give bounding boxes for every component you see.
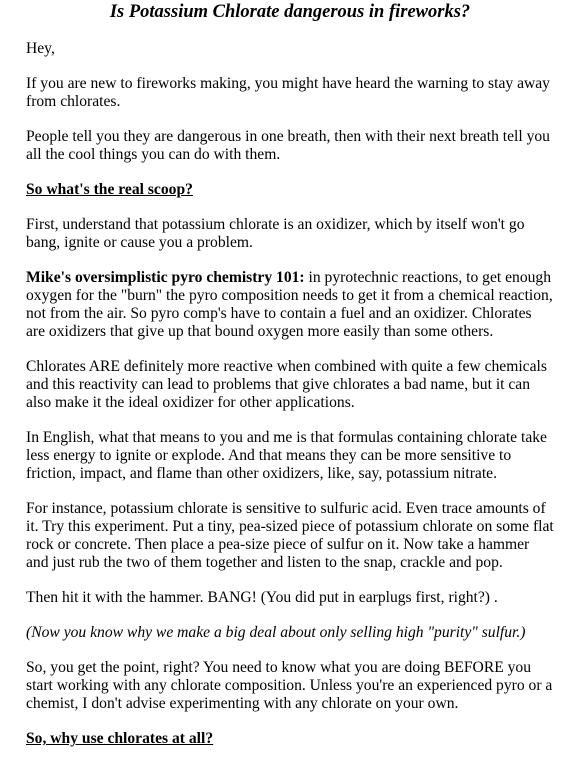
paragraph-sulfur-note: (Now you know why we make a big deal about only selling high "purity" sulfur.) [26, 624, 526, 641]
paragraph-english: In English, what that means to you and me is that formulas containing chlorate take less energy to ignite or explode. And that means they can be more sensitive to friction, impact, and flame than other oxidizers, like, say, potassium nitrate. [26, 429, 547, 482]
chemistry-101-lead: Mike's oversimplistic pyro chemistry 101: [26, 269, 305, 286]
subheading-real-scoop: So what's the real scoop? [26, 181, 193, 198]
chemistry-101-body: in pyrotechnic reactions, to get enough oxygen for the "burn" the pyro composition needs to get it from a chemical reaction, not from the air. So pyro comp's have to contain a fuel and an oxidizer. Chlorates are oxidizers that give up that bound oxygen more easily than some others. [26, 269, 553, 340]
paragraph-intro: If you are new to fireworks making, you might have heard the warning to stay away from chlorates. [26, 75, 550, 110]
paragraph-contradiction: People tell you they are dangerous in one breath, then with their next breath tell you all the cool things you can do with them. [26, 128, 550, 163]
paragraph-oxidizer: First, understand that potassium chlorate is an oxidizer, which by itself won't go bang, ignite or cause you a problem. [26, 216, 525, 251]
paragraph-bang: Then hit it with the hammer. BANG! (You did put in earplugs first, right?) . [26, 589, 498, 606]
paragraph-chemistry-101 [26, 269, 554, 341]
paragraph-reactivity: Chlorates ARE definitely more reactive when combined with quite a few chemicals and this reactivity can lead to problems that give chlorates a bad name, but it can also make it the ideal oxidizer for other applications. [26, 358, 547, 411]
subheading-why-chlorates: So, why use chlorates at all? [26, 730, 214, 747]
paragraph-experiment: For instance, potassium chlorate is sensitive to sulfuric acid. Even trace amounts of it. Try this experiment. Put a tiny, pea-sized piece of potassium chlorate on some flat rock or concrete. Then place a pea-size piece of sulfur on it. Now take a hammer and just rub the two of them together and listen to the snap, crackle and pop. [26, 500, 554, 571]
greeting: Hey, [26, 40, 55, 57]
paragraph-warning: So, you get the point, right? You need to know what you are doing BEFORE you start working with any chlorate composition. Unless you're an experienced pyro or a chemist, I don't advise experimenting with any chlorate on your own. [26, 659, 553, 712]
page-title: Is Potassium Chlorate dangerous in fireworks? [109, 2, 471, 22]
